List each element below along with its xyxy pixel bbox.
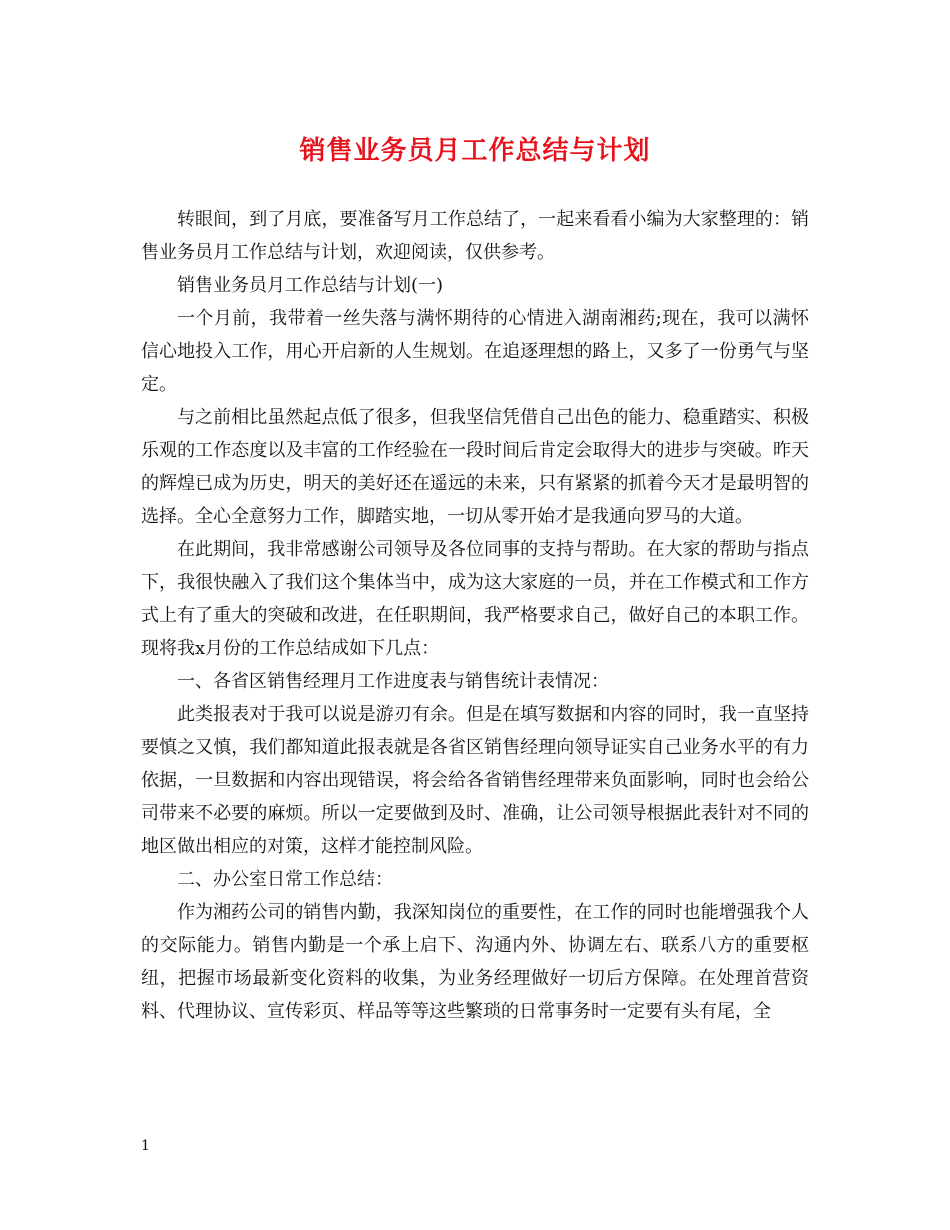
document-body [141,203,809,1028]
page-number: 1 [141,1138,150,1154]
paragraph-subheading: 一、各省区销售经理月工作进度表与销售统计表情况： [177,671,609,692]
paragraph: 与之前相比虽然起点低了很多，但我坚信凭借自己出色的能力、稳重踏实、积极乐观的工作态度以及丰富的工作经验在一段时间后肯定会取得大的进步与突破。昨天的辉煌已成为历史，明天的美好还在遥远的未来，只有紧紧的抓着今天才是最明智的选择。全心全意努力工作，脚踏实地，一切从零开始才是我通向罗马的大道。 [141,407,809,527]
paragraph: 一个月前，我带着一丝失落与满怀期待的心情进入湖南湘药;现在，我可以满怀信心地投入工作，用心开启新的人生规划。在追逐理想的路上，又多了一份勇气与坚定。 [141,308,809,395]
paragraph: 作为湘药公司的销售内勤，我深知岗位的重要性，在工作的同时也能增强我个人的交际能力。销售内勤是一个承上启下、沟通内外、协调左右、联系八方的重要枢纽，把握市场最新变化资料的收集，为业务经理做好一切后方保障。在处理首营资料、代理协议、宣传彩页、样品等等这些繁琐的日常事务时一定要有头有尾，全 [141,902,809,1022]
document-title: 销售业务员月工作总结与计划 [299,136,651,166]
paragraph-section-heading: 销售业务员月工作总结与计划(一) [177,275,444,296]
paragraph: 此类报表对于我可以说是游刃有余。但是在填写数据和内容的同时，我一直坚持要慎之又慎，我们都知道此报表就是各省区销售经理向领导证实自己业务水平的有力依据，一旦数据和内容出现错误，将会给各省销售经理带来负面影响，同时也会给公司带来不必要的麻烦。所以一定要做到及时、准确，让公司领导根据此表针对不同的地区做出相应的对策，这样才能控制风险。 [141,704,809,857]
paragraph-intro: 转眼间，到了月底，要准备写月工作总结了，一起来看看小编为大家整理的：销售业务员月工作总结与计划，欢迎阅读，仅供参考。 [141,209,809,263]
paragraph-subheading: 二、办公室日常工作总结： [177,869,393,890]
paragraph: 在此期间，我非常感谢公司领导及各位同事的支持与帮助。在大家的帮助与指点下，我很快融入了我们这个集体当中，成为这大家庭的一员，并在工作模式和工作方式上有了重大的突破和改进，在任职期间，我严格要求自己，做好自己的本职工作。现将我x月份的工作总结成如下几点： [141,539,809,659]
